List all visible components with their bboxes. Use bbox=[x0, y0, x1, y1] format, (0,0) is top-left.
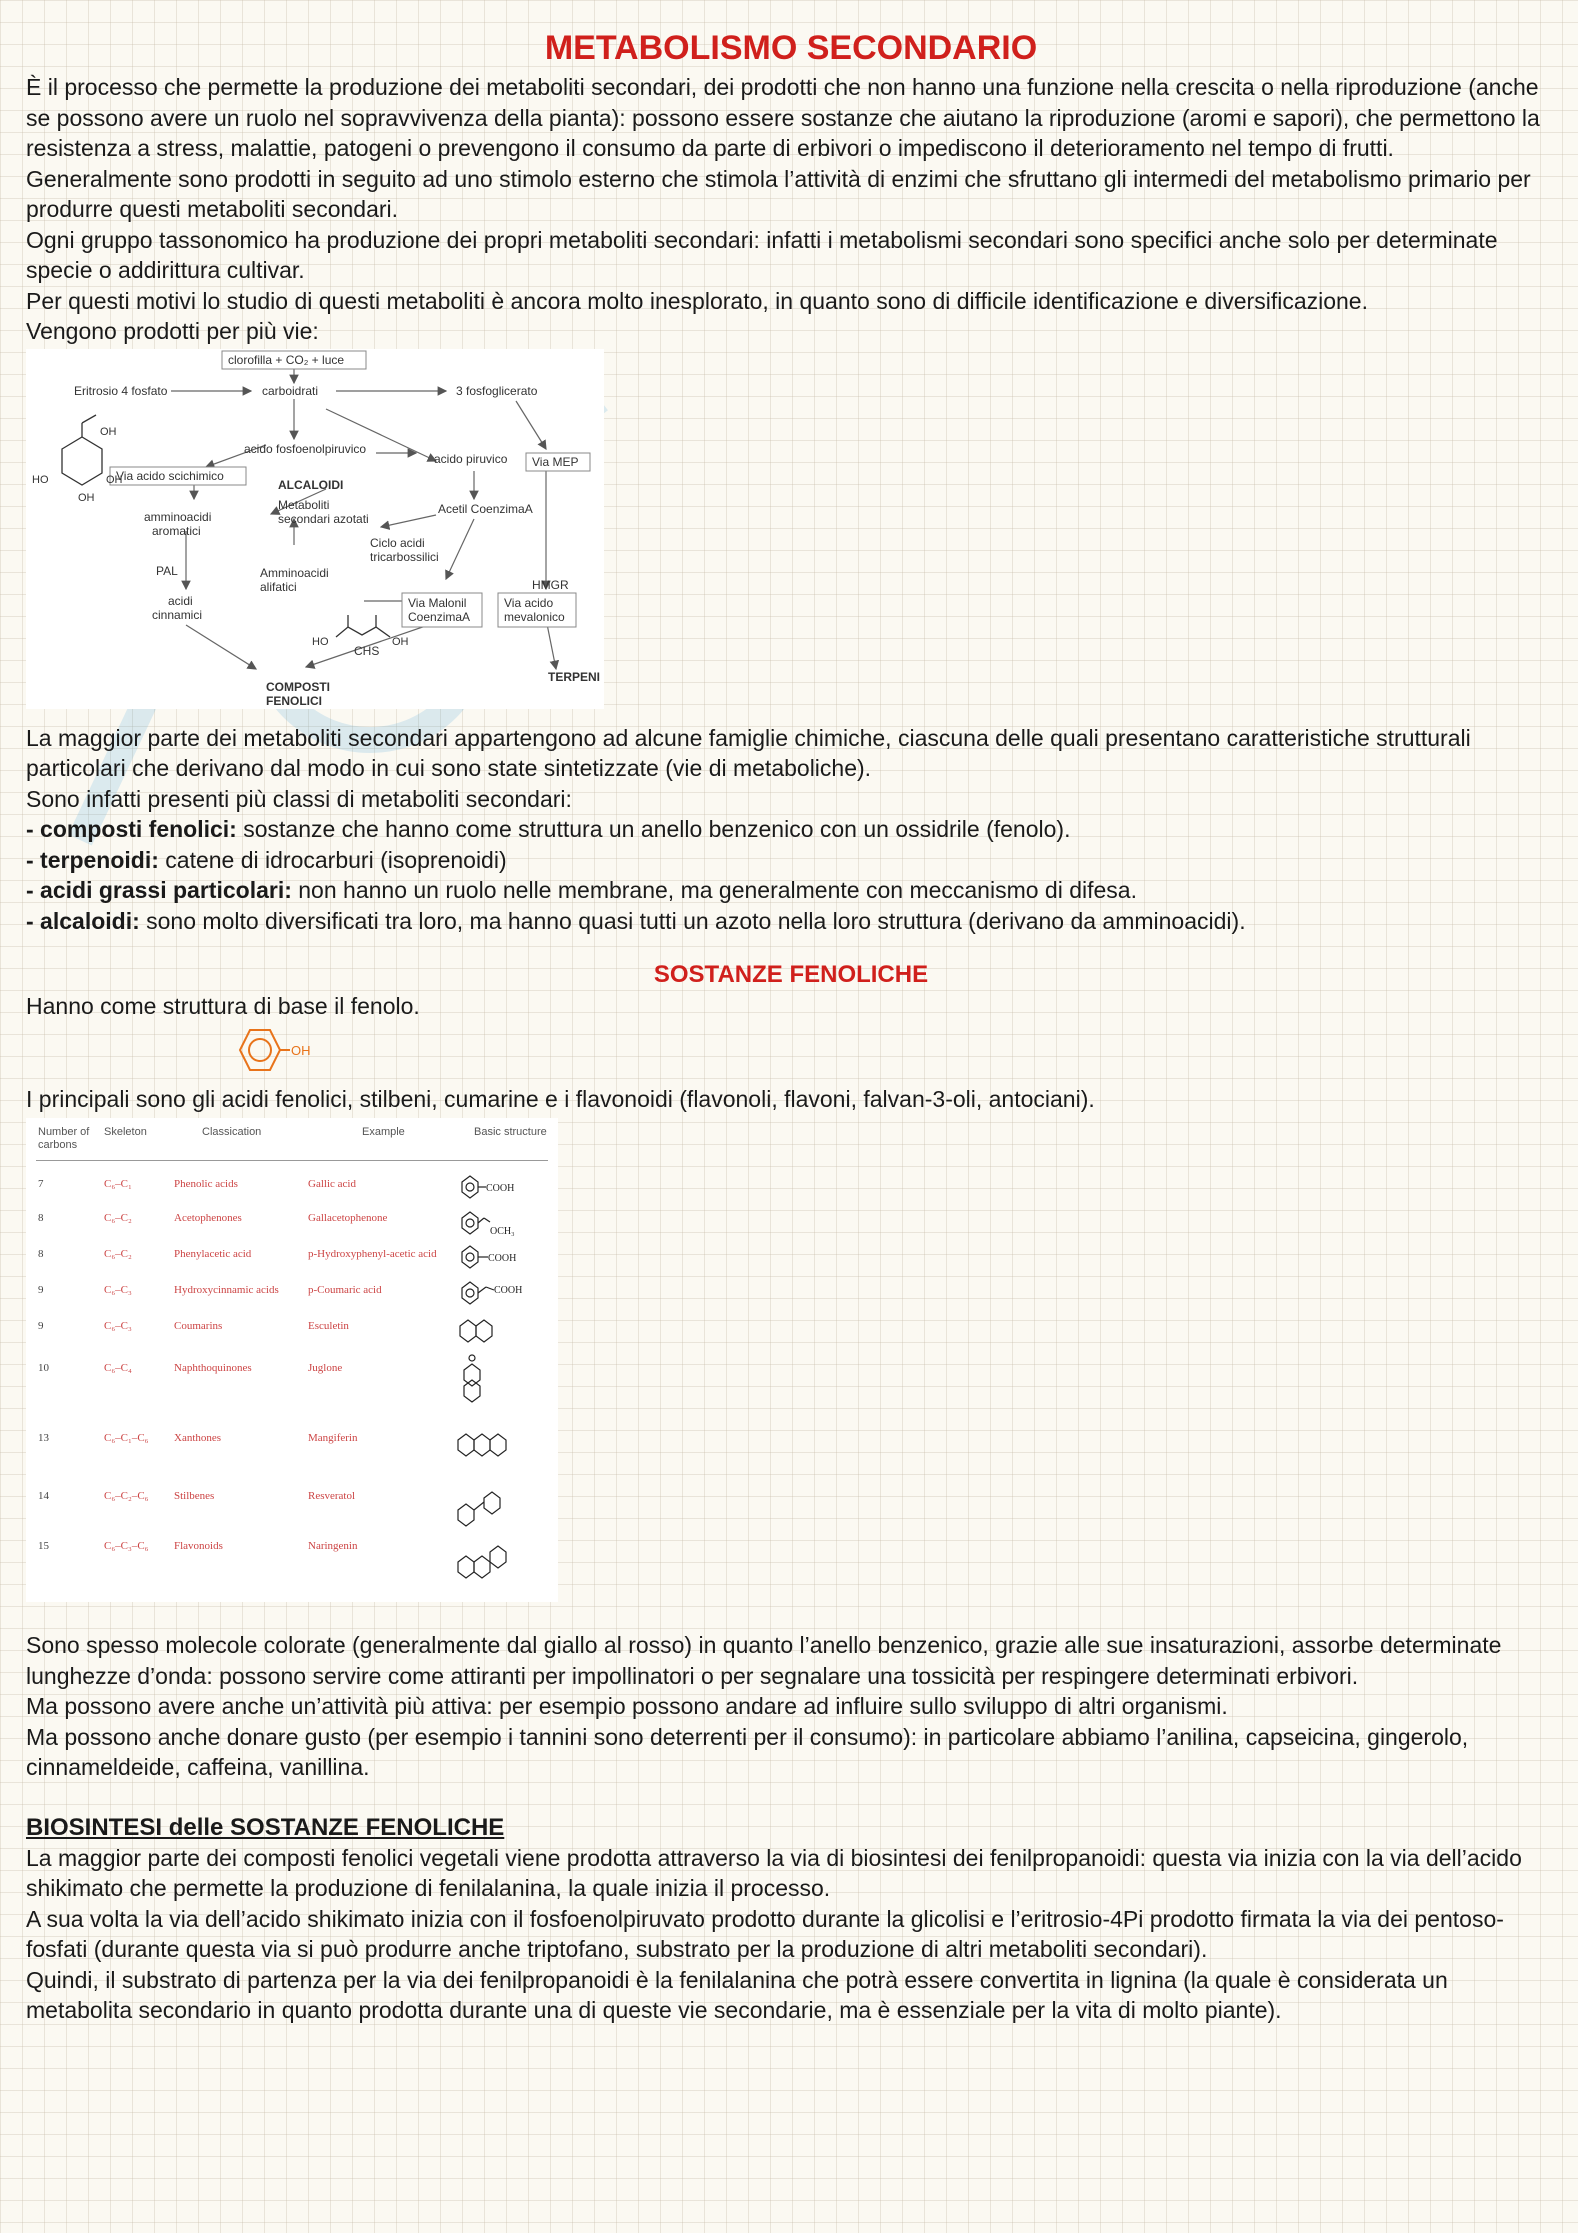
class-term: - composti fenolici: bbox=[26, 816, 237, 842]
class-item bbox=[26, 845, 1556, 876]
cell-carbons: 9 bbox=[38, 1320, 44, 1332]
node-scichimico: Via acido scichimico bbox=[116, 468, 224, 483]
page-title: METABOLISMO SECONDARIO bbox=[544, 29, 1038, 67]
cell-example: Gallacetophenone bbox=[308, 1212, 388, 1224]
node-hmgr: HMGR bbox=[532, 577, 569, 592]
cell-example: Naringenin bbox=[308, 1540, 358, 1552]
cell-example: p-Hydroxyphenyl-acetic acid bbox=[308, 1248, 437, 1260]
class-desc: non hanno un ruolo nelle membrane, ma generalmente con meccanismo di difesa. bbox=[291, 877, 1137, 903]
cell-class: Naphthoquinones bbox=[174, 1362, 252, 1374]
class-desc: sostanze che hanno come struttura un anello benzenico con un ossidrile (fenolo). bbox=[236, 816, 1071, 842]
node-clorofilla: clorofilla + CO₂ + luce bbox=[228, 352, 345, 367]
section-title-phenolic: SOSTANZE FENOLICHE bbox=[653, 961, 929, 988]
node-metaboliti-2: secondari azotati bbox=[278, 511, 369, 526]
structure-label: COOH bbox=[494, 1285, 523, 1296]
colored-paragraph: Ma possono anche donare gusto (per esempio i tannini sono deterrenti per il consumo): in particolare abbiamo l’anilina, capseicina, gingerolo, cinnameldeide, caffeina, vanillina. bbox=[26, 1723, 1469, 1780]
malonic-structure bbox=[336, 615, 390, 637]
cell-skeleton: C₆–C₂ bbox=[104, 1248, 132, 1260]
node-piruvico: acido piruvico bbox=[434, 451, 508, 466]
phenolic-classes-table bbox=[26, 1118, 558, 1602]
node-amm-arom: amminoacidi bbox=[144, 509, 212, 524]
node-fosfoglicerato: 3 fosfoglicerato bbox=[456, 383, 538, 398]
class-desc: sono molto diversificati tra loro, ma hanno quasi tutti un azoto nella loro struttura (derivano da amminoacidi). bbox=[139, 907, 1246, 934]
node-ciclo: Ciclo acidi bbox=[370, 535, 425, 550]
node-cinnamici-2: cinnamici bbox=[152, 607, 203, 622]
node-chs: CHS bbox=[354, 643, 380, 658]
cell-example: Juglone bbox=[308, 1362, 343, 1374]
node-mevalonico: Via acido bbox=[504, 595, 554, 610]
pathway-diagram bbox=[26, 349, 604, 709]
phenol-drawing bbox=[26, 1022, 1556, 1084]
node-metaboliti: Metaboliti bbox=[278, 497, 330, 512]
shikimic-structure bbox=[62, 415, 102, 485]
node-cinnamici: acidi bbox=[168, 593, 193, 608]
intro-paragraph: Per questi motivi lo studio di questi metaboliti è ancora molto inesplorato, in quanto sono di difficile identificazione e diversificazione. bbox=[26, 287, 1368, 314]
cell-skeleton: C₆–C₂–C₆ bbox=[104, 1490, 149, 1502]
class-item bbox=[26, 906, 1556, 937]
node-amm-ali-2: alifatici bbox=[260, 579, 297, 594]
node-carboidrati: carboidrati bbox=[262, 383, 319, 398]
cell-example: Esculetin bbox=[308, 1320, 349, 1332]
cell-example: Resveratol bbox=[308, 1490, 356, 1502]
cell-example: p-Coumaric acid bbox=[308, 1284, 382, 1296]
cell-carbons: 10 bbox=[38, 1362, 49, 1374]
biosynth-paragraph: Quindi, il substrato di partenza per la via dei fenilpropanoidi è la fenilalanina che potrà essere convertita in lignina (la quale è considerata un metabolita secondario in quanto prodotta durante una di queste vie secondarie, ma è essenziale per la vita di molto piante). bbox=[26, 1966, 1448, 2023]
principal-text: I principali sono gli acidi fenolici, stilbeni, cumarine e i flavonoidi (flavonoli, flavoni, falvan-3-oli, antociani). bbox=[26, 1085, 1095, 1112]
node-mep: Via MEP bbox=[532, 454, 579, 469]
oh-label: OH bbox=[392, 635, 409, 648]
intro-paragraph: Generalmente sono prodotti in seguito ad uno stimolo esterno che stimola l’attività di enzimi che sfruttano gli intermedi del metabolismo primario per produrre questi metaboliti secondari. bbox=[26, 165, 1531, 222]
ho-label: HO bbox=[312, 635, 329, 648]
colored-paragraph: Sono spesso molecole colorate (generalmente dal giallo al rosso) in quanto l’anello benzenico, grazie alle sue insaturazioni, assorbe determinate lunghezze d’onda: possono servire come attiranti per impollinatori o per segnalare una tossicità per respingere determinati erbivori. bbox=[26, 1632, 1502, 1689]
cell-carbons: 13 bbox=[38, 1432, 49, 1444]
cell-class: Flavonoids bbox=[174, 1540, 223, 1552]
class-item bbox=[26, 875, 1556, 906]
cell-carbons: 8 bbox=[38, 1248, 44, 1260]
cell-carbons: 14 bbox=[38, 1490, 49, 1502]
cell-carbons: 7 bbox=[38, 1178, 44, 1190]
class-desc: catene di idrocarburi (isoprenoidi) bbox=[158, 846, 507, 873]
table-header: Basic structure bbox=[474, 1126, 547, 1138]
class-term: - terpenoidi: bbox=[26, 846, 159, 873]
intro-paragraph: È il processo che permette la produzione dei metaboliti secondari, dei prodotti che non hanno una funzione nella crescita o nella riproduzione (anche se possono avere un ruolo nel sopravvivenza della pianta): possono essere sostanze che aiutano la riproduzione (aromi e sapori), che permettono la resistenza a stress, malattie, patogeni o prevengono il consumo da parte di erbivori o impediscono il deterioramento nel tempo di frutti. bbox=[26, 74, 1540, 161]
node-malonil: Via Malonil bbox=[408, 595, 467, 610]
classes-paragraph: La maggior parte dei metaboliti secondari appartengono ad alcune famiglie chimiche, ciascuna delle quali presentano caratteristiche strutturali particolari che derivano dal modo in cui sono state sintetizzate (vie di metaboliche). bbox=[26, 724, 1471, 781]
intro-paragraph: Ogni gruppo tassonomico ha produzione dei propri metaboliti secondari: infatti i metabolismi secondari sono specifici anche solo per determinate specie o addirittura cultivar. bbox=[26, 226, 1498, 283]
cell-skeleton: C₆–C₄ bbox=[104, 1362, 132, 1374]
node-amm-arom-2: aromatici bbox=[152, 523, 201, 538]
cell-skeleton: C₆–C₃ bbox=[104, 1320, 132, 1332]
node-pep: acido fosfoenolpiruvico bbox=[244, 441, 367, 456]
cell-carbons: 15 bbox=[38, 1540, 49, 1552]
cell-class: Phenolic acids bbox=[174, 1178, 238, 1190]
cell-class: Phenylacetic acid bbox=[174, 1248, 252, 1260]
node-acetil: Acetil CoenzimaA bbox=[438, 501, 533, 516]
node-pal: PAL bbox=[156, 563, 178, 578]
biosynth-paragraph: A sua volta la via dell’acido shikimato inizia con il fosfoenolpiruvato prodotto durante la glicolisi e l’eritrosio-4Pi prodotto firmata la via dei pentoso-fosfati (durante questa via si può produrre anche triptofano, substrato per la produzione di altri metaboliti secondari). bbox=[26, 1905, 1504, 1962]
oh-label: OH bbox=[100, 425, 117, 438]
ho-label: HO bbox=[32, 473, 49, 486]
cell-carbons: 8 bbox=[38, 1212, 44, 1224]
cell-carbons: 9 bbox=[38, 1284, 44, 1296]
node-eritrosio: Eritrosio 4 fosfato bbox=[74, 383, 168, 398]
class-term: - acidi grassi particolari: bbox=[26, 877, 292, 903]
node-terpeni: TERPENI bbox=[548, 669, 601, 684]
cell-example: Mangiferin bbox=[308, 1432, 358, 1444]
structure-label: COOH bbox=[486, 1183, 515, 1194]
cell-class: Xanthones bbox=[174, 1432, 222, 1444]
cell-skeleton: C₆–C₁ bbox=[104, 1178, 132, 1190]
biosynth-paragraph: La maggior parte dei composti fenolici vegetali viene prodotta attraverso la via di biosintesi dei fenilpropanoidi: questa via inizia con la via dell’acido shikimato che permette la produzione di fenilalanina, la quale inizia il processo. bbox=[26, 1844, 1522, 1901]
basic-structures bbox=[454, 1118, 554, 1602]
table-header: Classication bbox=[202, 1126, 262, 1138]
node-amm-ali: Amminoacidi bbox=[260, 565, 329, 580]
cell-skeleton: C₆–C₃–C₆ bbox=[104, 1540, 149, 1552]
phenol-oh-label: OH bbox=[291, 1042, 311, 1058]
class-item bbox=[26, 814, 1556, 845]
table-header: Example bbox=[362, 1126, 405, 1138]
cell-skeleton: C₆–C₁–C₆ bbox=[104, 1432, 149, 1444]
classes-paragraph: Sono infatti presenti più classi di metaboliti secondari: bbox=[26, 785, 572, 812]
cell-skeleton: C₆–C₃ bbox=[104, 1284, 132, 1296]
node-ciclo-2: tricarbossilici bbox=[370, 549, 439, 564]
structure-label: OCH₃ bbox=[490, 1226, 515, 1237]
document-page bbox=[26, 28, 1556, 2026]
cell-class: Hydroxycinnamic acids bbox=[174, 1284, 279, 1296]
cell-class: Coumarins bbox=[174, 1320, 223, 1332]
node-fenolici: COMPOSTI bbox=[266, 679, 331, 694]
node-fenolici-2: FENOLICI bbox=[266, 693, 322, 708]
table-header: Skeleton bbox=[104, 1126, 147, 1138]
phenol-base-text: Hanno come struttura di base il fenolo. bbox=[26, 993, 420, 1019]
class-term: - alcaloidi: bbox=[26, 907, 140, 934]
node-alcaloidi: ALCALOIDI bbox=[278, 477, 344, 492]
structure-label: COOH bbox=[488, 1253, 517, 1264]
table-header: Number of carbons bbox=[38, 1126, 90, 1151]
intro-paragraph: Vengono prodotti per più vie: bbox=[26, 318, 319, 344]
oh-label: OH bbox=[78, 491, 95, 504]
phenol-ring-icon bbox=[224, 1022, 344, 1084]
node-mevalonico-2: mevalonico bbox=[504, 609, 565, 624]
cell-class: Stilbenes bbox=[174, 1490, 215, 1502]
cell-skeleton: C₆–C₂ bbox=[104, 1212, 132, 1224]
cell-class: Acetophenones bbox=[174, 1212, 242, 1224]
cell-example: Gallic acid bbox=[308, 1178, 356, 1190]
colored-paragraph: Ma possono avere anche un’attività più attiva: per esempio possono andare ad influire sullo sviluppo di altri organismi. bbox=[26, 1693, 1228, 1719]
section-title-biosynthesis: BIOSINTESI delle SOSTANZE FENOLICHE bbox=[26, 1813, 505, 1841]
node-malonil-2: CoenzimaA bbox=[408, 609, 471, 624]
pathway-svg bbox=[26, 349, 604, 709]
oh-label: OH bbox=[106, 473, 123, 486]
